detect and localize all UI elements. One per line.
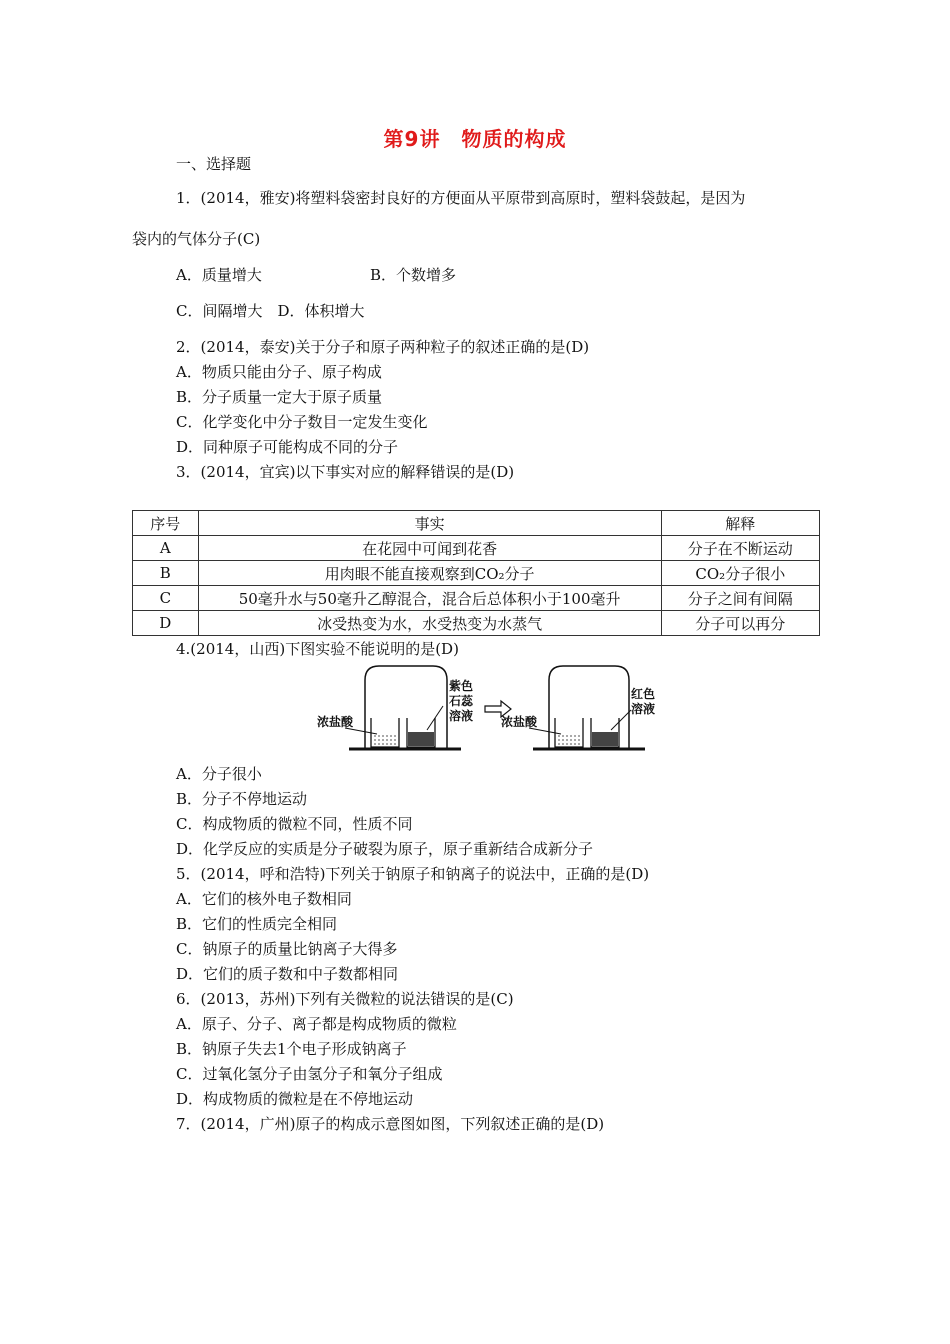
table-header-cell: 解释 [661, 511, 819, 536]
section-heading: 一、选择题 [176, 155, 252, 173]
q7-stem: 7．(2014，广州)原子的构成示意图如图，下列叙述正确的是(D) [176, 1115, 605, 1133]
table-header-cell: 序号 [133, 511, 199, 536]
q2-stem: 2．(2014，泰安)关于分子和原子两种粒子的叙述正确的是(D) [176, 338, 590, 356]
q6-stem: 6．(2013，苏州)下列有关微粒的说法错误的是(C) [176, 990, 514, 1008]
q2-option-a: A．物质只能由分子、原子构成 [176, 363, 382, 381]
table-cell: 分子在不断运动 [661, 536, 819, 561]
left-solution-label-3: 溶液 [449, 709, 474, 723]
table-cell: C [133, 586, 199, 611]
q5-option-d: D．它们的质子数和中子数都相同 [176, 965, 399, 983]
q1-stem-line2: 袋内的气体分子(C) [132, 230, 261, 248]
table-cell: CO₂分子很小 [661, 561, 819, 586]
right-acid-label: 浓盐酸 [501, 715, 538, 729]
right-solution-label-2: 溶液 [631, 702, 655, 716]
left-acid-label: 浓盐酸 [317, 715, 354, 729]
q1-option-b: B．个数增多 [370, 266, 457, 284]
experiment-figure [315, 660, 655, 760]
table-cell: 分子之间有间隔 [661, 586, 819, 611]
q1-option-cd: C．间隔增大 D．体积增大 [176, 302, 365, 320]
q5-stem: 5．(2014，呼和浩特)下列关于钠原子和钠离子的说法中，正确的是(D) [176, 865, 650, 883]
label-pointer [611, 710, 631, 730]
q6-option-d: D．构成物质的微粒是在不停地运动 [176, 1090, 414, 1108]
table-header-row [133, 511, 820, 536]
beaker-acid-left [371, 718, 399, 747]
table-cell: 分子可以再分 [661, 611, 819, 636]
q5-option-a: A．它们的核外电子数相同 [176, 890, 352, 908]
q1-option-a: A．质量增大 [176, 266, 262, 284]
q6-option-a: A．原子、分子、离子都是构成物质的微粒 [176, 1015, 457, 1033]
q5-option-c: C．钠原子的质量比钠离子大得多 [176, 940, 398, 958]
beaker-indicator-right [591, 718, 619, 747]
table-row [133, 561, 820, 586]
q6-option-b: B．钠原子失去1个电子形成钠离子 [176, 1040, 407, 1058]
q1-stem-line1: 1．(2014，雅安)将塑料袋密封良好的方便面从平原带到高原时，塑料袋鼓起，是因为 [176, 189, 746, 207]
beaker-acid-right [555, 718, 583, 747]
q4-option-a: A．分子很小 [176, 765, 262, 783]
table-cell: D [133, 611, 199, 636]
q4-option-b: B．分子不停地运动 [176, 790, 308, 808]
q2-option-c: C．化学变化中分子数目一定发生变化 [176, 413, 428, 431]
table-cell: B [133, 561, 199, 586]
table-header-cell: 事实 [198, 511, 661, 536]
q4-stem: 4.(2014，山西)下图实验不能说明的是(D) [176, 640, 459, 658]
facts-table [132, 510, 820, 636]
table-cell: 用肉眼不能直接观察到CO₂分子 [198, 561, 661, 586]
q3-stem: 3．(2014，宜宾)以下事实对应的解释错误的是(D) [176, 463, 515, 481]
beaker-indicator-left [407, 718, 435, 747]
q4-option-c: C．构成物质的微粒不同，性质不同 [176, 815, 413, 833]
left-solution-label-1: 紫色 [449, 679, 474, 693]
q4-option-d: D．化学反应的实质是分子破裂为原子，原子重新结合成新分子 [176, 840, 594, 858]
table-row [133, 611, 820, 636]
q5-option-b: B．它们的性质完全相同 [176, 915, 338, 933]
table-cell: 在花园中可闻到花香 [198, 536, 661, 561]
page-title: 第9讲 物质的构成 [383, 127, 567, 151]
right-solution-label-1: 红色 [631, 687, 655, 701]
table-cell: A [133, 536, 199, 561]
q2-option-d: D．同种原子可能构成不同的分子 [176, 438, 399, 456]
table-cell: 冰受热变为水，水受热变为水蒸气 [198, 611, 661, 636]
q2-option-b: B．分子质量一定大于原子质量 [176, 388, 383, 406]
table-cell: 50毫升水与50毫升乙醇混合，混合后总体积小于100毫升 [198, 586, 661, 611]
left-solution-label-2: 石蕊 [449, 694, 474, 708]
table-row [133, 536, 820, 561]
table-row [133, 586, 820, 611]
q6-option-c: C．过氧化氢分子由氢分子和氧分子组成 [176, 1065, 443, 1083]
